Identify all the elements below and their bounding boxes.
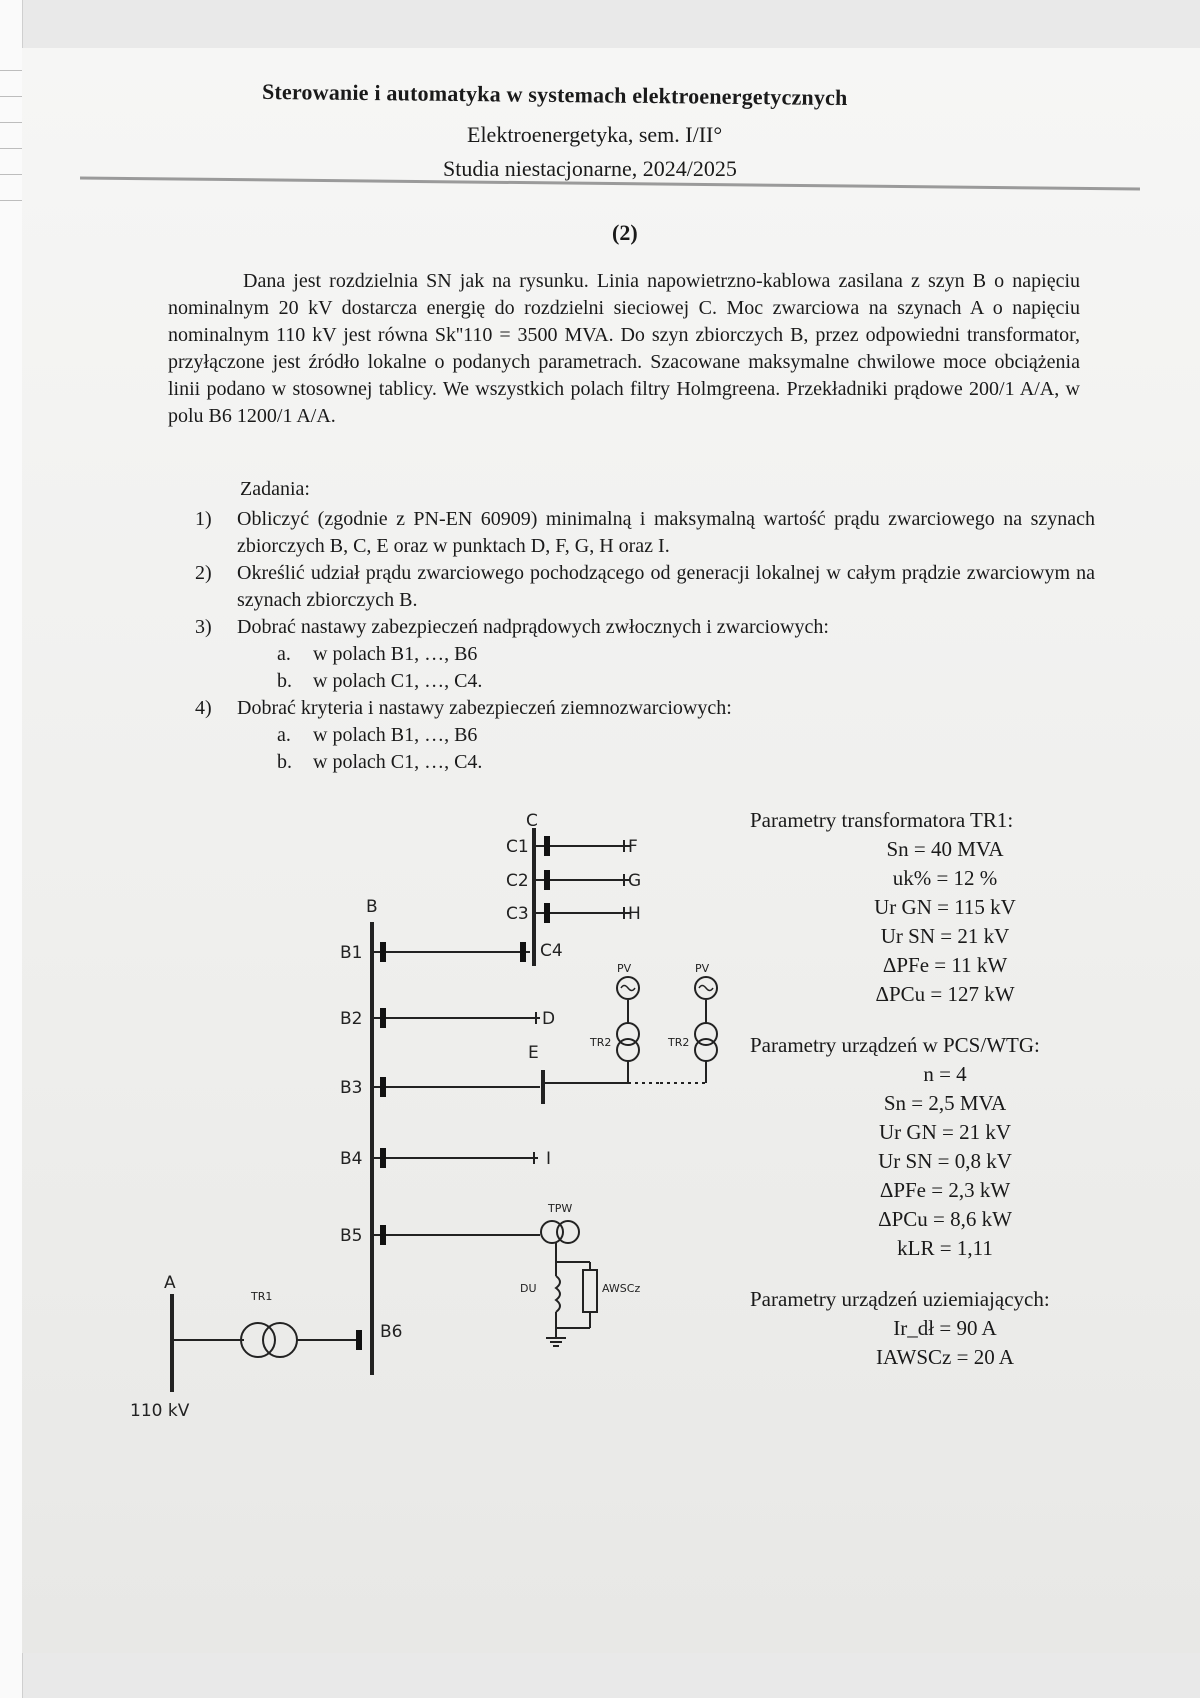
task-subitem: b. w polach C1, …, C4. <box>277 751 483 773</box>
pcs-param: Sn = 2,5 MVA <box>883 1091 1007 1115</box>
tr1-param: Sn = 40 MVA <box>886 837 1004 861</box>
task-item: 3) Dobrać nastawy zabezpieczeń nadprądowych zwłocznych i zwarciowych: <box>195 616 829 638</box>
tr1-param: ΔPFe = 11 kW <box>882 953 1008 977</box>
field-c2-label: C2 <box>506 871 529 891</box>
parameters-panel <box>750 806 1140 1372</box>
ground-params-heading: Parametry urządzeń uziemiających: <box>750 1287 1050 1311</box>
tr1-param: Ur GN = 115 kV <box>874 895 1016 919</box>
pv-right-label: PV <box>695 962 710 975</box>
voltage-110kv-label: 110 kV <box>130 1401 190 1421</box>
task-subitem: a. w polach B1, …, B6 <box>277 724 478 746</box>
field-b5-label: B5 <box>340 1226 363 1246</box>
point-d-label: D <box>542 1009 556 1029</box>
pcs-param: n = 4 <box>923 1062 967 1086</box>
bus-e-label: E <box>528 1043 539 1063</box>
point-i-label: I <box>546 1149 552 1169</box>
awscz-label: AWSCz <box>602 1282 641 1295</box>
field-b4-label: B4 <box>340 1149 363 1169</box>
task-item: 2) Określić udział prądu zwarciowego pochodzącego od generacji lokalnej w całym prądzie zwarciowym na szynach zbiorczych B. <box>195 562 1095 611</box>
pcs-param: Ur SN = 0,8 kV <box>878 1149 1012 1173</box>
tr1-param: Ur SN = 21 kV <box>880 924 1010 948</box>
course-subtitle: Elektroenergetyka, sem. I/II° <box>467 122 723 147</box>
field-c4-label: C4 <box>540 941 563 961</box>
field-b6-label: B6 <box>380 1322 403 1342</box>
problem-description: Dana jest rozdzielnia SN jak na rysunku. Linia napowietrzno-kablowa zasilana z szyn B o napięciu nominalnym 20 kV dostarcza energię do rozdzielni sieciowej C. Moc zwarciowa na szynach A o napięciu nominalnym 110 kV jest równa Sk''110 = 3500 MVA. Do szyn zbiorczych B, przez odpowiedni transformator, przyłączone jest źródło lokalne o podanych parametrach. Szacowane maksymalne chwilowe moce obciążenia linii podano w stosownej tablicy. We wszystkich polach filtry Holmgreena. Przekładniki prądowe 200/1 A/A, w polu B6 1200/1 A/A. <box>168 270 1080 427</box>
tr1-params-heading: Parametry transformatora TR1: <box>750 808 1014 832</box>
tr2-right-label: TR2 <box>668 1036 690 1049</box>
pv-left-label: PV <box>617 962 632 975</box>
field-b2-label: B2 <box>340 1009 363 1029</box>
du-label: DU <box>520 1282 537 1295</box>
tasks-heading: Zadania: <box>240 478 310 500</box>
point-f-label: F <box>628 837 638 857</box>
field-b1-label: B1 <box>340 943 363 963</box>
task-item: 4) Dobrać kryteria i nastawy zabezpieczeń ziemnozwarciowych: <box>195 697 732 719</box>
bus-c-label: C <box>526 811 538 831</box>
pcs-param: ΔPFe = 2,3 kW <box>879 1178 1011 1202</box>
task-subitem: b. w polach C1, …, C4. <box>277 670 483 692</box>
pcs-params-heading: Parametry urządzeń w PCS/WTG: <box>750 1033 1040 1057</box>
document-title: Sterowanie i automatyka w systemach elektroenergetycznych <box>261 78 848 111</box>
problem-number: (2) <box>612 220 638 245</box>
tr2-left-label: TR2 <box>590 1036 612 1049</box>
task-item: 1) Obliczyć (zgodnie z PN-EN 60909) minimalną i maksymalną wartość prądu zwarciowego na szynach zbiorczych B, C, E oraz w punktach D, F, G, H oraz I. <box>195 508 1095 557</box>
pcs-param: ΔPCu = 8,6 kW <box>878 1207 1012 1231</box>
field-c3-label: C3 <box>506 904 529 924</box>
ground-param: IAWSCz = 20 A <box>876 1345 1014 1369</box>
field-b3-label: B3 <box>340 1078 363 1098</box>
tr1-label: TR1 <box>251 1290 273 1303</box>
point-g-label: G <box>628 871 642 891</box>
study-mode-subtitle: Studia niestacjonarne, 2024/2025 <box>443 156 737 181</box>
bus-a-label: A <box>164 1273 176 1293</box>
tr1-param: uk% = 12 % <box>892 866 998 890</box>
ground-param: Ir_dł = 90 A <box>893 1316 997 1340</box>
bus-b-label: B <box>366 897 378 917</box>
tpw-label: TPW <box>548 1202 573 1215</box>
point-h-label: H <box>628 904 641 924</box>
field-c1-label: C1 <box>506 837 529 857</box>
pcs-param: Ur GN = 21 kV <box>879 1120 1011 1144</box>
task-subitem: a. w polach B1, …, B6 <box>277 643 478 665</box>
tr1-param: ΔPCu = 127 kW <box>875 982 1015 1006</box>
pcs-param: kLR = 1,11 <box>897 1236 993 1260</box>
